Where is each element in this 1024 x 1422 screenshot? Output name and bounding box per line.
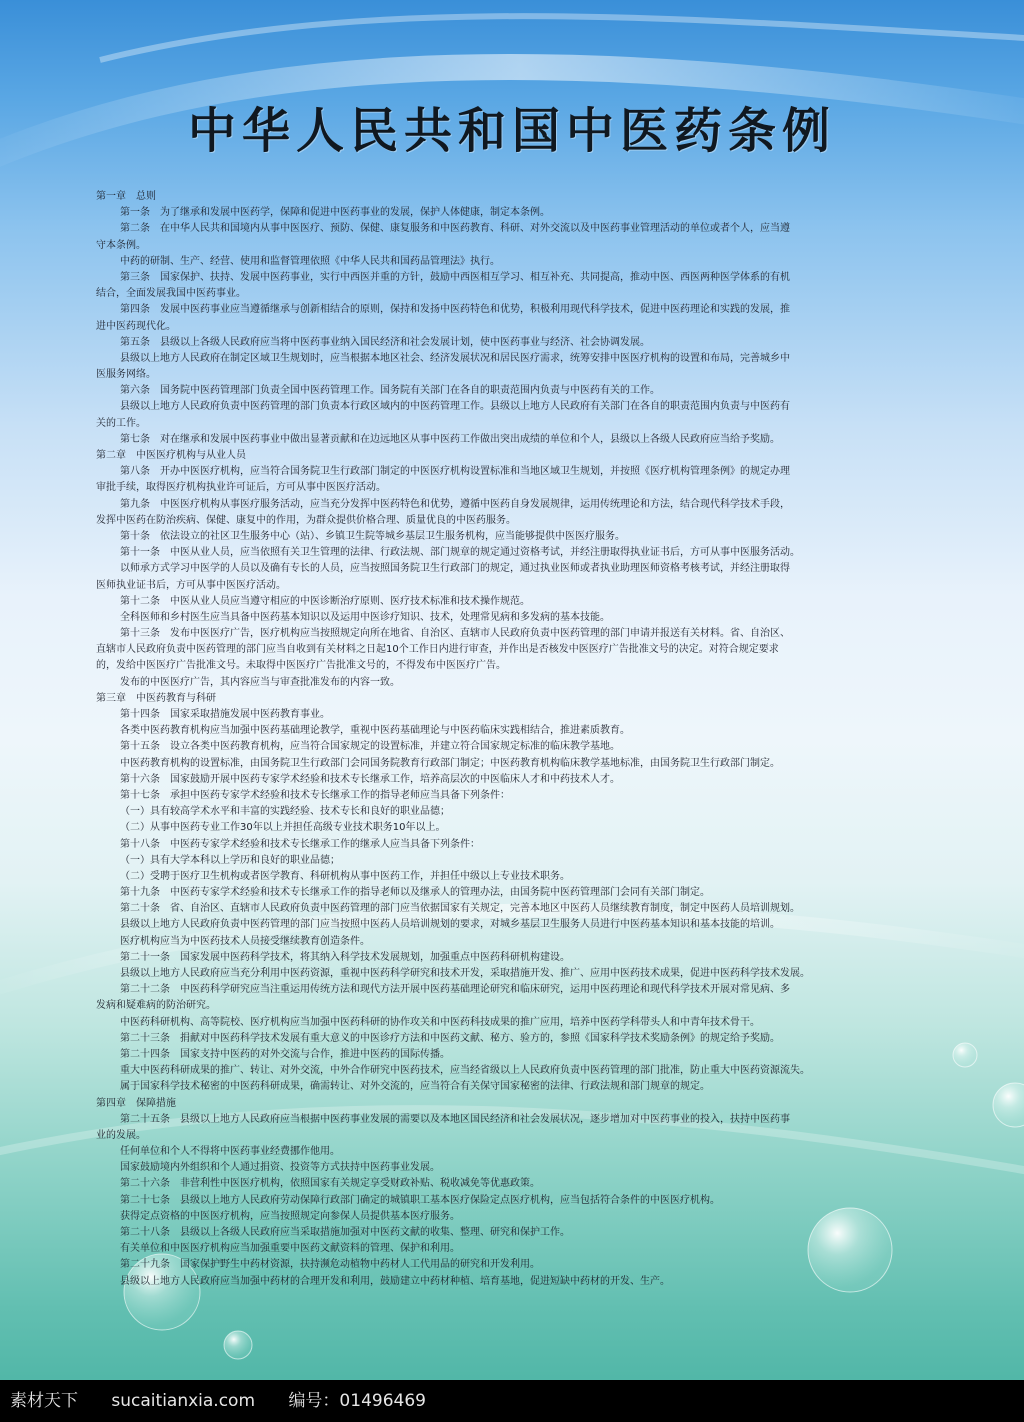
text-line: 医服务网络。 <box>96 369 156 381</box>
text-line: 第七条 对在继承和发展中医药事业中做出显著贡献和在边远地区从事中医药工作做出突出成绩的单位和个人，县级以上各级人民政府应当给予奖励。 <box>120 433 780 445</box>
text-line: 县级以上地方人民政府负责中医药管理的部门应当按照中医药人员培训规划的要求，对城乡基层卫生服务人员进行中医药基本知识和基本技能的培训。 <box>120 919 780 931</box>
text-line: 获得定点资格的中医医疗机构，应当按照规定向参保人员提供基本医疗服务。 <box>120 1210 460 1222</box>
text-line: 第二条 在中华人民共和国境内从事中医医疗、预防、保健、康复服务和中医药教育、科研、对外交流以及中医药事业管理活动的单位或者个人，应当遵 <box>120 223 790 235</box>
text-line: 第二十四条 国家支持中医药的对外交流与合作，推进中医药的国际传播。 <box>120 1048 450 1060</box>
text-line: 第十五条 设立各类中医药教育机构，应当符合国家规定的设置标准，并建立符合国家规定标准的临床教学基地。 <box>120 741 620 753</box>
text-line: 县级以上地方人民政府应当充分利用中医药资源，重视中医药科学研究和技术开发，采取措施开发、推广、应用中医药技术成果，促进中医药科学技术发展。 <box>120 968 810 979</box>
swoosh-top-thin <box>100 16 1024 60</box>
text-line: 第八条 开办中医医疗机构，应当符合国务院卫生行政部门制定的中医医疗机构设置标准和当地区域卫生规划，并按照《医疗机构管理条例》的规定办理 <box>120 466 790 478</box>
text-line: 第二十八条 县级以上各级人民政府应当采取措施加强对中医药文献的收集、整理、研究和保护工作。 <box>120 1227 570 1238</box>
text-line: 以师承方式学习中医学的人员以及确有专长的人员，应当按照国务院卫生行政部门的规定，通过执业医师或者执业助理医师资格考核考试，并经注册取得 <box>120 563 790 575</box>
text-line: 的，发给中医医疗广告批准文号。未取得中医医疗广告批准文号的，不得发布中医医疗广告。 <box>96 660 506 672</box>
page-title: 中华人民共和国中医药条例 <box>187 103 836 159</box>
text-line: 第十条 依法设立的社区卫生服务中心（站）、乡镇卫生院等城乡基层卫生服务机构，应当能够提供中医医疗服务。 <box>120 530 625 542</box>
text-line: 第二十一条 国家发展中医药科学技术，将其纳入科学技术发展规划，加强重点中医药科研机构建设。 <box>120 951 570 963</box>
text-line: 全科医师和乡村医生应当具备中医药基本知识以及运用中医诊疗知识、技术，处理常见病和多发病的基本技能。 <box>120 611 610 623</box>
text-line: 第九条 中医医疗机构从事医疗服务活动，应当充分发挥中医药特色和优势，遵循中医药自身发展规律，运用传统理论和方法，结合现代科学技术手段， <box>120 498 790 510</box>
text-line: 第四章 保障措施 <box>96 1097 176 1109</box>
text-line: 第十三条 发布中医医疗广告，医疗机构应当按照规定向所在地省、自治区、直辖市人民政府负责中医药管理的部门申请并报送有关材料。省、自治区、 <box>120 628 790 640</box>
bubble-5 <box>224 1331 252 1359</box>
text-line: 第二十二条 中医药科学研究应当注重运用传统方法和现代方法开展中医药基础理论研究和临床研究，运用中医药理论和现代科学技术开展对常见病、多 <box>120 984 790 996</box>
text-line: 第三章 中医药教育与科研 <box>96 692 216 704</box>
text-line: 发挥中医药在防治疾病、保健、康复中的作用，为群众提供价格合理、质量优良的中医药服务。 <box>96 514 516 526</box>
text-line: 发布的中医医疗广告，其内容应当与审查批准发布的内容一致。 <box>120 676 400 688</box>
text-line: 重大中医药科研成果的推广、转让、对外交流，中外合作研究中医药技术，应当经省级以上人民政府负责中医药管理的部门批准，防止重大中医药资源流失。 <box>120 1065 810 1077</box>
text-line: 第十四条 国家采取措施发展中医药教育事业。 <box>120 709 330 720</box>
text-line: 第二十五条 县级以上地方人民政府应当根据中医药事业发展的需要以及本地区国民经济和社会发展状况，逐步增加对中医药事业的投入，扶持中医药事 <box>120 1113 790 1125</box>
watermark-url: sucaitianxia.com <box>111 1391 256 1411</box>
watermark-id: 编号：01496469 <box>288 1391 426 1411</box>
text-line: 第六条 国务院中医药管理部门负责全国中医药管理工作。国务院有关部门在各自的职责范围内负责与中医药有关的工作。 <box>120 385 660 397</box>
bubble-2 <box>993 1083 1024 1127</box>
text-line: 第二十三条 捐献对中医药科学技术发展有重大意义的中医诊疗方法和中医药文献、秘方、验方的，参照《国家科学技术奖励条例》的规定给予奖励。 <box>120 1032 780 1044</box>
text-line: 第十二条 中医从业人员应当遵守相应的中医诊断治疗原则、医疗技术标准和技术操作规范。 <box>120 595 530 607</box>
text-line: 第一条 为了继承和发展中医药学，保障和促进中医药事业的发展，保护人体健康，制定本条例。 <box>120 207 550 219</box>
text-line: 中医药科研机构、高等院校、医疗机构应当加强中医药科研的协作攻关和中医药科技成果的推广应用，培养中医药学科带头人和中青年技术骨干。 <box>120 1016 760 1028</box>
text-line: 任何单位和个人不得将中医药事业经费挪作他用。 <box>120 1146 340 1158</box>
text-line: 县级以上地方人民政府负责中医药管理的部门负责本行政区域内的中医药管理工作。县级以上地方人民政府有关部门在各自的职责范围内负责与中医药有 <box>120 401 790 413</box>
text-line: 县级以上地方人民政府在制定区域卫生规划时，应当根据本地区社会、经济发展状况和居民医疗需求，统筹安排中医医疗机构的设置和布局，完善城乡中 <box>120 352 790 364</box>
text-line: 结合，全面发展我国中医药事业。 <box>96 288 246 300</box>
text-line: 有关单位和中医医疗机构应当加强重要中医药文献资料的管理、保护和利用。 <box>120 1243 460 1255</box>
text-line: 业的发展。 <box>96 1129 146 1141</box>
text-line: 第十一条 中医从业人员，应当依照有关卫生管理的法律、行政法规、部门规章的规定通过资格考试，并经注册取得执业证书后，方可从事中医服务活动。 <box>120 547 800 559</box>
text-line: 第十七条 承担中医药专家学术经验和技术专长继承工作的指导老师应当具备下列条件： <box>120 789 510 801</box>
bubble-1 <box>953 1043 977 1067</box>
text-line: 第二十六条 非营利性中医医疗机构，依照国家有关规定享受财政补贴、税收减免等优惠政策。 <box>120 1178 540 1190</box>
text-line: 直辖市人民政府负责中医药管理的部门应当自收到有关材料之日起10个工作日内进行审查，并作出是否核发中医医疗广告批准文号的决定。对符合规定要求 <box>96 644 779 656</box>
text-line: （一）具有较高学术水平和丰富的实践经验、技术专长和良好的职业品德； <box>120 806 450 818</box>
text-line: 中医药教育机构的设置标准，由国务院卫生行政部门会同国务院教育行政部门制定；中医药教育机构临床教学基地标准，由国务院卫生行政部门制定。 <box>120 757 780 769</box>
text-line: 审批手续，取得医疗机构执业许可证后，方可从事中医医疗活动。 <box>96 482 386 494</box>
text-line: 医疗机构应当为中医药技术人员接受继续教育创造条件。 <box>120 935 370 947</box>
text-line: 第三条 国家保护、扶持、发展中医药事业，实行中西医并重的方针，鼓励中西医相互学习、相互补充、共同提高，推动中医、西医两种医学体系的有机 <box>120 271 790 283</box>
regulation-text <box>96 189 934 1290</box>
text-line: 第十九条 中医药专家学术经验和技术专长继承工作的指导老师以及继承人的管理办法，由国务院中医药管理部门会同有关部门制定。 <box>120 887 710 899</box>
text-line: 医师执业证书后，方可从事中医医疗活动。 <box>96 579 286 591</box>
text-line: 第一章 总则 <box>96 191 156 202</box>
text-line: （一）具有大学本科以上学历和良好的职业品德； <box>120 854 340 866</box>
text-line: 中药的研制、生产、经营、使用和监督管理依照《中华人民共和国药品管理法》执行。 <box>120 255 500 267</box>
text-line: 国家鼓励境内外组织和个人通过捐资、投资等方式扶持中医药事业发展。 <box>120 1162 440 1174</box>
watermark-site: 素材天下 <box>10 1391 78 1411</box>
text-line: 各类中医药教育机构应当加强中医药基础理论教学，重视中医药基础理论与中医药临床实践相结合，推进素质教育。 <box>120 725 630 737</box>
text-line: 第十八条 中医药专家学术经验和技术专长继承工作的继承人应当具备下列条件： <box>120 838 480 850</box>
text-line: 第二十条 省、自治区、直辖市人民政府负责中医药管理的部门应当依据国家有关规定，完善本地区中医药人员继续教育制度，制定中医药人员培训规划。 <box>120 903 800 915</box>
text-line: 关的工作。 <box>96 417 146 429</box>
text-line: 第二十九条 国家保护野生中药材资源，扶持濒危动植物中药材人工代用品的研究和开发利用。 <box>120 1259 540 1271</box>
text-line: 发病和疑难病的防治研究。 <box>96 1000 216 1012</box>
text-line: 第二十七条 县级以上地方人民政府劳动保障行政部门确定的城镇职工基本医疗保险定点医疗机构，应当包括符合条件的中医医疗机构。 <box>120 1194 720 1206</box>
text-line: 进中医药现代化。 <box>96 320 176 332</box>
text-line: 县级以上地方人民政府应当加强中药材的合理开发和利用，鼓励建立中药材种植、培育基地，促进短缺中药材的开发、生产。 <box>120 1275 670 1287</box>
text-line: 第五条 县级以上各级人民政府应当将中医药事业纳入国民经济和社会发展计划，使中医药事业与经济、社会协调发展。 <box>120 336 650 348</box>
text-line: 第四条 发展中医药事业应当遵循继承与创新相结合的原则，保持和发扬中医药特色和优势，积极利用现代科学技术，促进中医药理论和实践的发展，推 <box>120 304 790 316</box>
watermark-bar <box>0 1380 1024 1422</box>
text-line: 属于国家科学技术秘密的中医药科研成果，确需转让、对外交流的，应当符合有关保守国家秘密的法律、行政法规和部门规章的规定。 <box>120 1081 710 1093</box>
text-line: 守本条例。 <box>96 239 146 251</box>
text-line: （二）从事中医药专业工作30年以上并担任高级专业技术职务10年以上。 <box>120 822 446 834</box>
text-line: 第十六条 国家鼓励开展中医药专家学术经验和技术专长继承工作，培养高层次的中医临床人才和中药技术人才。 <box>120 773 620 785</box>
text-line: （二）受聘于医疗卫生机构或者医学教育、科研机构从事中医药工作，并担任中级以上专业技术职务。 <box>120 870 570 882</box>
text-line: 第二章 中医医疗机构与从业人员 <box>96 450 246 461</box>
